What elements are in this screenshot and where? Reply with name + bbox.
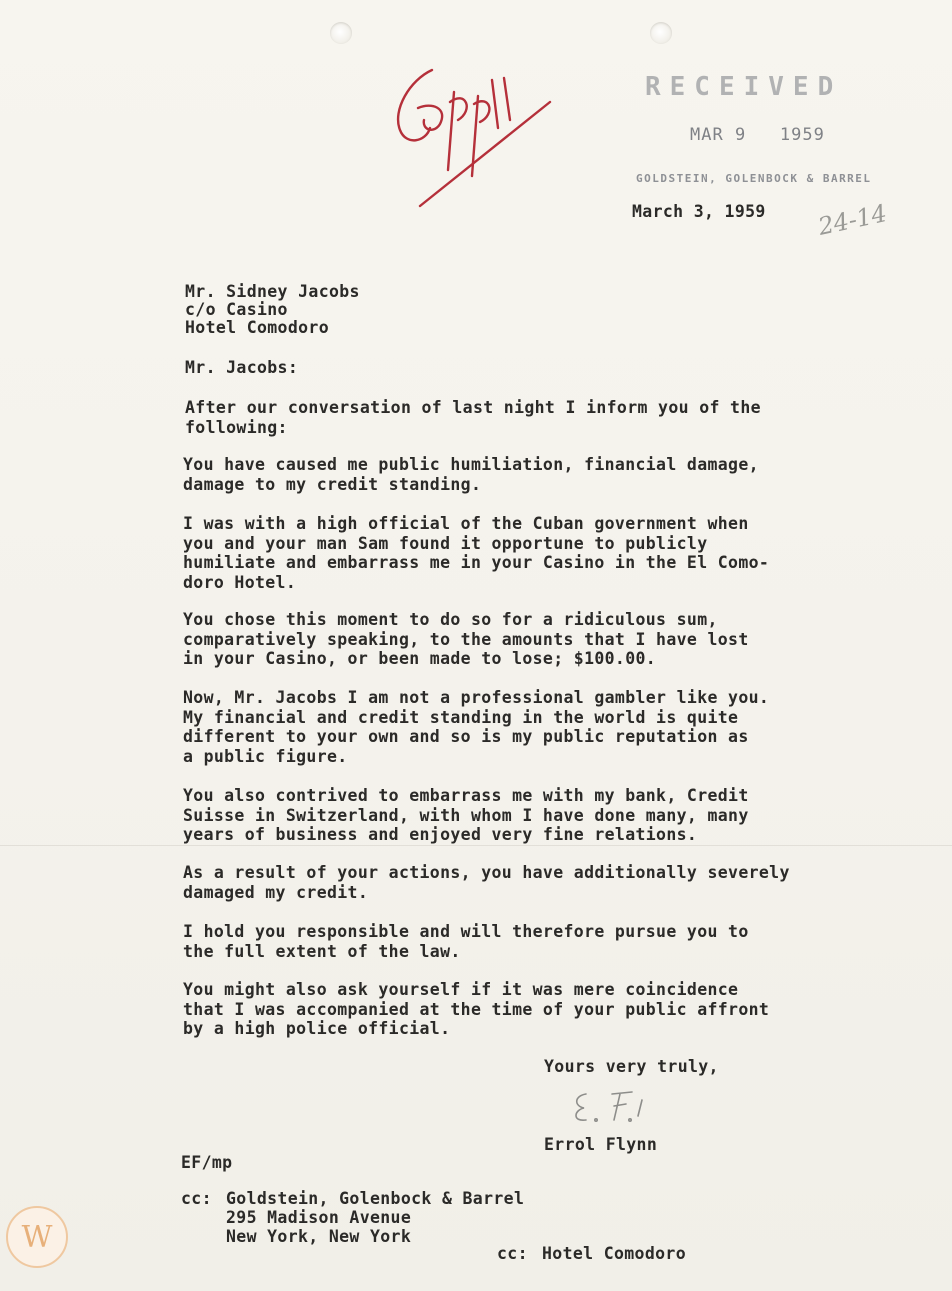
paragraph-3: I was with a high official of the Cuban government when you and your man Sam found it opportune to publicly humiliate and embarrass me in your Casino in the El Como- doro Hotel. — [183, 514, 770, 592]
paragraph-6: You also contrived to embarrass me with my bank, Credit Suisse in Switzerland, with whom I have done many, many years of business and enjoyed very fine relations. — [183, 786, 749, 844]
cc2-hotel: Hotel Comodoro — [542, 1244, 686, 1263]
received-stamp-title: RECEIVED — [645, 72, 843, 102]
paragraph-9: You might also ask yourself if it was mere coincidence that I was accompanied at the time of your public affront by a high police official. — [183, 980, 770, 1038]
letter-date: March 3, 1959 — [632, 202, 766, 221]
pencil-note: 24-14 — [815, 199, 890, 241]
cc1-firm: Goldstein, Golenbock & Barrel — [226, 1189, 525, 1208]
watermark-logo — [6, 1206, 68, 1268]
punch-hole-left — [330, 22, 352, 44]
address-line-name: Mr. Sidney Jacobs — [185, 282, 360, 301]
paper-fold-line — [0, 845, 952, 846]
paragraph-4: You chose this moment to do so for a ridiculous sum, comparatively speaking, to the amounts that I have lost in your Casino, or been made to lose; $100.00. — [183, 610, 749, 668]
cc-label-2: cc: — [497, 1244, 528, 1263]
paragraph-5: Now, Mr. Jacobs I am not a professional gambler like you. My financial and credit standing in the world is quite different to your own and so is my public reputation as a public figure. — [183, 688, 770, 766]
cc1-city: New York, New York — [226, 1227, 412, 1246]
cc-label-1: cc: — [181, 1189, 212, 1208]
signer-name: Errol Flynn — [544, 1135, 658, 1154]
salutation: Mr. Jacobs: — [185, 358, 299, 377]
red-copy-annotation — [370, 50, 570, 210]
initials-signature — [568, 1086, 668, 1134]
typist-reference: EF/mp — [181, 1153, 233, 1172]
closing: Yours very truly, — [544, 1057, 719, 1076]
address-line-care-of: c/o Casino — [185, 300, 288, 319]
cc1-street: 295 Madison Avenue — [226, 1208, 412, 1227]
received-stamp-date: MAR 9 1959 — [690, 125, 825, 145]
paragraph-7: As a result of your actions, you have additionally severely damaged my credit. — [183, 863, 790, 902]
received-stamp-firm: GOLDSTEIN, GOLENBOCK & BARREL — [636, 172, 872, 185]
paragraph-2: You have caused me public humiliation, financial damage, damage to my credit standing. — [183, 455, 759, 494]
paragraph-8: I hold you responsible and will therefore pursue you to the full extent of the law. — [183, 922, 749, 961]
watermark-logo-letter: W — [21, 1219, 53, 1255]
address-line-hotel: Hotel Comodoro — [185, 318, 329, 337]
punch-hole-right — [650, 22, 672, 44]
paragraph-1: After our conversation of last night I inform you of the following: — [185, 398, 761, 437]
